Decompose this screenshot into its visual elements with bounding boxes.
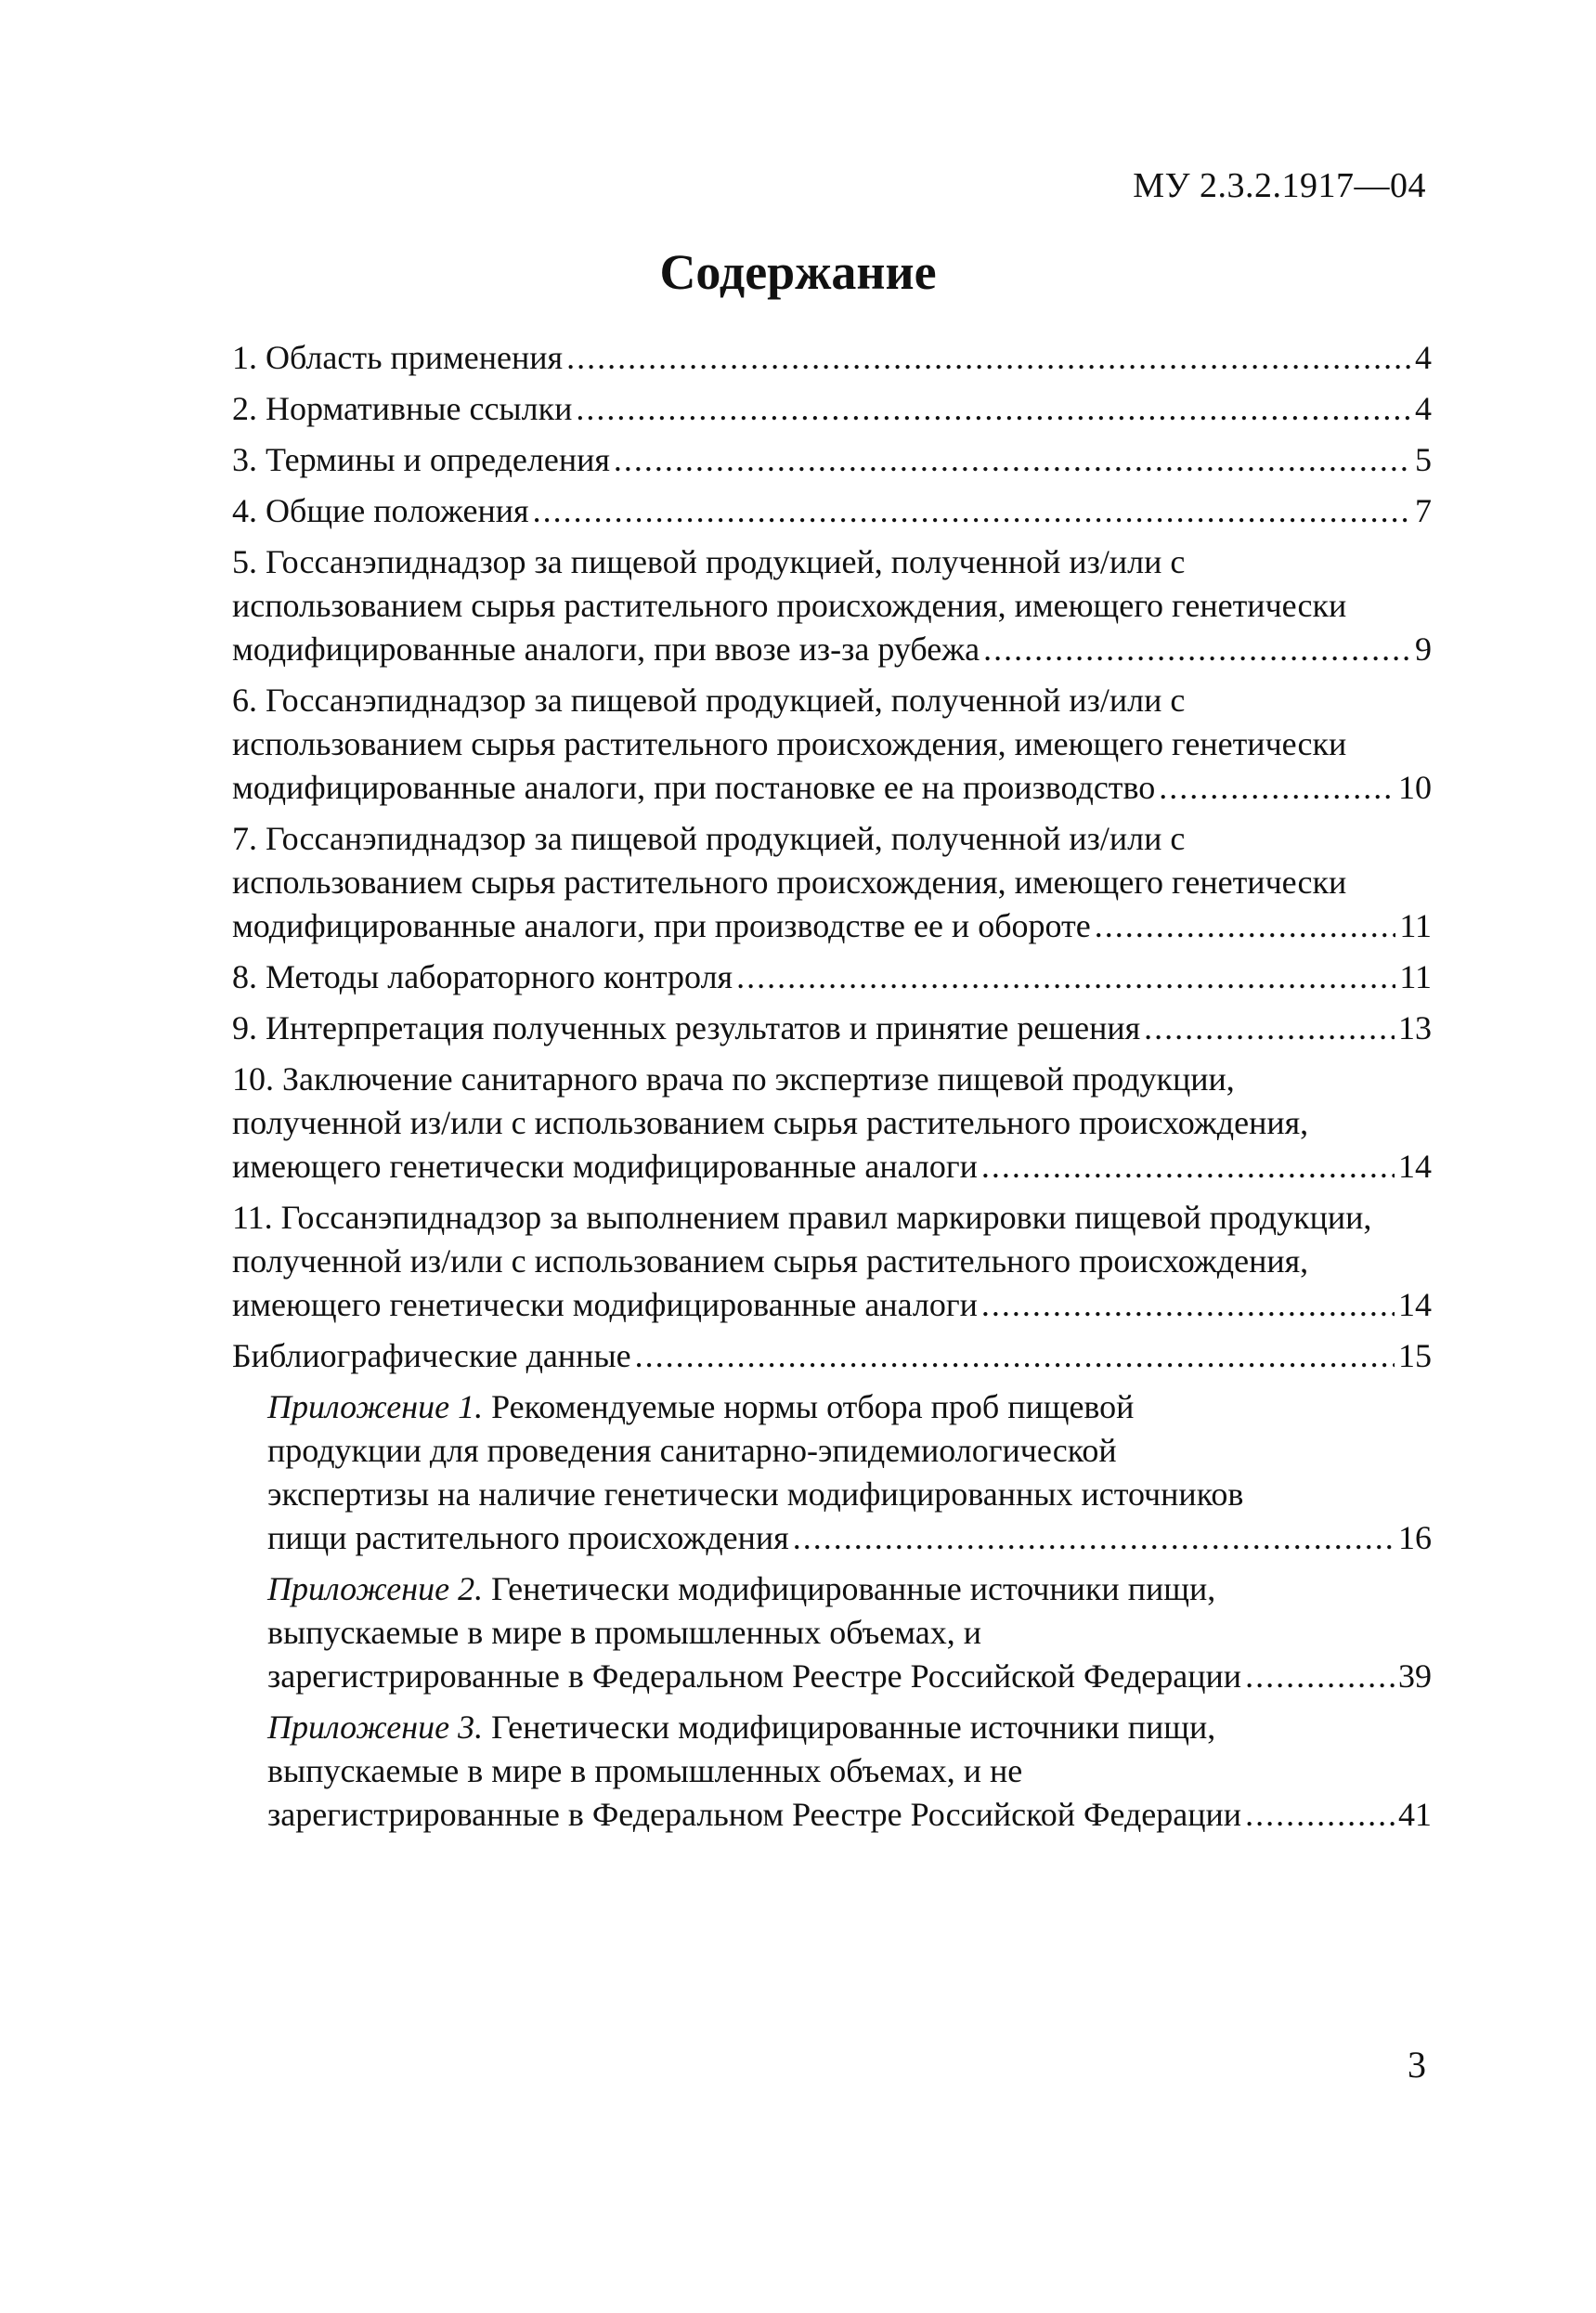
dot-leader	[1245, 1793, 1395, 1837]
toc-entry-line: полученной из/или с использованием сырья растительного происхождения,	[232, 1242, 1309, 1280]
toc-page-number: 41	[1398, 1796, 1432, 1833]
toc-entry-lastline	[232, 1283, 1432, 1327]
toc-page-number: 4	[1415, 390, 1432, 427]
toc-entry-line	[267, 1706, 1432, 1749]
toc-page-number: 11	[1399, 958, 1432, 995]
dot-leader	[566, 336, 1411, 380]
toc-entry-line: 11. Госсанэпиднадзор за выполнением правил маркировки пищевой продукции,	[232, 1199, 1372, 1236]
toc-entry-title: зарегистрированные в Федеральном Реестре Российской Федерации	[267, 1796, 1242, 1833]
toc-entry-line	[267, 1385, 1432, 1429]
toc-page-number: 4	[1415, 339, 1432, 376]
dot-leader	[793, 1516, 1395, 1560]
toc-entry[interactable]	[232, 489, 1432, 533]
dot-leader	[576, 387, 1411, 431]
toc-page-number: 5	[1415, 441, 1432, 478]
toc-entry[interactable]	[232, 336, 1432, 380]
toc-entry-title: зарегистрированные в Федеральном Реестре Российской Федерации	[267, 1657, 1242, 1695]
toc-page-number: 11	[1399, 907, 1432, 944]
toc-entry[interactable]	[232, 540, 1432, 671]
toc-entry-line: использованием сырья растительного происхождения, имеющего генетически	[232, 864, 1347, 901]
toc-entry-lastline	[267, 1655, 1432, 1698]
dot-leader	[635, 1334, 1395, 1378]
toc-entry-lastline	[232, 387, 1432, 431]
appendix-label: Приложение 3.	[267, 1709, 484, 1746]
toc-page-number: 15	[1398, 1337, 1432, 1374]
toc-entry-lastline	[232, 489, 1432, 533]
dot-leader	[1159, 766, 1395, 810]
toc-entry-title: модифицированные аналоги, при производстве ее и обороте	[232, 907, 1091, 944]
toc-entry-title: 2. Нормативные ссылки	[232, 390, 573, 427]
toc-appendix-entry[interactable]	[232, 1706, 1432, 1837]
toc-entry-line: выпускаемые в мире в промышленных объемах, и	[267, 1614, 982, 1651]
toc-entry-line: использованием сырья растительного происхождения, имеющего генетически	[232, 587, 1347, 624]
toc-page-number: 9	[1415, 630, 1432, 668]
table-of-contents	[232, 336, 1432, 1844]
toc-entry-lastline	[267, 1516, 1432, 1560]
toc-entry[interactable]	[232, 817, 1432, 948]
document-code: МУ 2.3.2.1917—04	[1133, 166, 1426, 205]
toc-entry-lastline	[267, 1793, 1432, 1837]
toc-entry-title: Библиографические данные	[232, 1337, 631, 1374]
toc-page-number: 7	[1415, 492, 1432, 529]
appendix-title: Рекомендуемые нормы отбора проб пищевой	[491, 1388, 1135, 1425]
toc-entry-lastline	[232, 904, 1432, 948]
dot-leader	[1144, 1007, 1395, 1050]
toc-entry[interactable]	[232, 438, 1432, 482]
toc-entry-title: модифицированные аналоги, при постановке ее на производство	[232, 769, 1156, 806]
toc-page-number: 14	[1398, 1286, 1432, 1323]
toc-page-number: 14	[1398, 1148, 1432, 1185]
toc-entry-title: имеющего генетически модифицированные аналоги	[232, 1286, 978, 1323]
toc-entry[interactable]	[232, 955, 1432, 999]
toc-entry-line: 5. Госсанэпиднадзор за пищевой продукцией, полученной из/или с	[232, 543, 1186, 580]
toc-entry-title: 1. Область применения	[232, 339, 564, 376]
dot-leader	[981, 1283, 1395, 1327]
toc-entry-line: продукции для проведения санитарно-эпидемиологической	[267, 1432, 1117, 1469]
toc-entry-line: полученной из/или с использованием сырья растительного происхождения,	[232, 1104, 1309, 1141]
dot-leader	[1095, 904, 1396, 948]
toc-entry-line: выпускаемые в мире в промышленных объемах, и не	[267, 1752, 1023, 1789]
appendix-title: Генетически модифицированные источники пищи,	[491, 1709, 1216, 1746]
toc-page-number: 39	[1398, 1657, 1432, 1695]
appendix-label: Приложение 1.	[267, 1388, 484, 1425]
toc-page-number: 10	[1398, 769, 1432, 806]
toc-appendix-entry[interactable]	[232, 1567, 1432, 1698]
dot-leader	[736, 955, 1395, 999]
toc-page-number: 16	[1398, 1519, 1432, 1556]
toc-entry-title: пищи растительного происхождения	[267, 1519, 789, 1556]
toc-entry-lastline	[232, 438, 1432, 482]
toc-entry-title: имеющего генетически модифицированные аналоги	[232, 1148, 978, 1185]
toc-entry-lastline	[232, 1334, 1432, 1378]
page-title: Содержание	[659, 244, 937, 300]
toc-entry-line: 6. Госсанэпиднадзор за пищевой продукцией, полученной из/или с	[232, 682, 1186, 719]
toc-entry-title: 3. Термины и определения	[232, 441, 610, 478]
toc-entry-title: 8. Методы лабораторного контроля	[232, 958, 733, 995]
toc-entry[interactable]	[232, 1334, 1432, 1378]
dot-leader	[983, 628, 1411, 671]
toc-entry-lastline	[232, 336, 1432, 380]
toc-entry-line: 10. Заключение санитарного врача по экспертизе пищевой продукции,	[232, 1060, 1235, 1098]
dot-leader	[1245, 1655, 1395, 1698]
toc-entry[interactable]	[232, 1058, 1432, 1189]
toc-appendix-entry[interactable]	[232, 1385, 1432, 1560]
toc-entry-title: 9. Интерпретация полученных результатов и принятие решения	[232, 1009, 1141, 1046]
dot-leader	[533, 489, 1411, 533]
toc-entry-line	[267, 1567, 1432, 1611]
toc-entry-lastline	[232, 1145, 1432, 1189]
toc-page-number: 13	[1398, 1009, 1432, 1046]
toc-entry-lastline	[232, 955, 1432, 999]
toc-entry-line: экспертизы на наличие генетически модифицированных источников	[267, 1475, 1244, 1513]
toc-entry[interactable]	[232, 387, 1432, 431]
toc-entry-lastline	[232, 766, 1432, 810]
dot-leader	[981, 1145, 1395, 1189]
toc-entry-lastline	[232, 628, 1432, 671]
toc-entry[interactable]	[232, 679, 1432, 810]
toc-entry-title: 4. Общие положения	[232, 492, 529, 529]
toc-entry-line: 7. Госсанэпиднадзор за пищевой продукцией, полученной из/или с	[232, 820, 1186, 857]
appendix-title: Генетически модифицированные источники пищи,	[491, 1570, 1216, 1607]
toc-entry-line: использованием сырья растительного происхождения, имеющего генетически	[232, 725, 1347, 762]
toc-entry[interactable]	[232, 1007, 1432, 1050]
toc-entry-lastline	[232, 1007, 1432, 1050]
appendix-label: Приложение 2.	[267, 1570, 484, 1607]
page-number: 3	[1408, 2044, 1426, 2086]
dot-leader	[614, 438, 1411, 482]
toc-entry-title: модифицированные аналоги, при ввозе из-за рубежа	[232, 630, 980, 668]
toc-entry[interactable]	[232, 1196, 1432, 1327]
